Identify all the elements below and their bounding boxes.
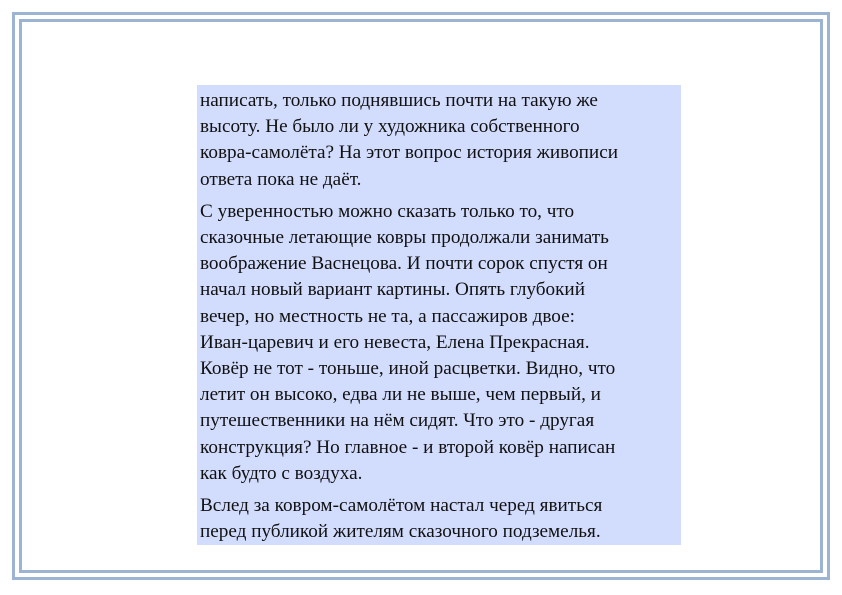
- paragraph-1: написать, только поднявшись почти на такую же высоту. Не было ли у художника собственного ковра-самолёта? На этот вопрос история живописи ответа пока не даёт.: [200, 90, 618, 190]
- paragraph-3: Вслед за ковром-самолётом настал черед явиться перед публикой жителям сказочного подземелья.: [200, 495, 603, 543]
- paragraph-2: С уверенностью можно сказать только то, что сказочные летающие ковры продолжали занимать воображение Васнецова. И почти сорок спустя он начал новый вариант картины. Опять глубокий вечер, но местность не та, а пассажиров двое: Иван-царевич и его невеста, Елена Прекрасная. Ковёр не тот - тоньше, иной расцветки. Видно, что летит он высоко, едва ли не выше, чем первый, и путешественники на нём сидят. Что это - другая конструкция? Но главное - и второй ковёр написан как будто с воздуха.: [200, 200, 616, 484]
- text-block: [197, 85, 681, 545]
